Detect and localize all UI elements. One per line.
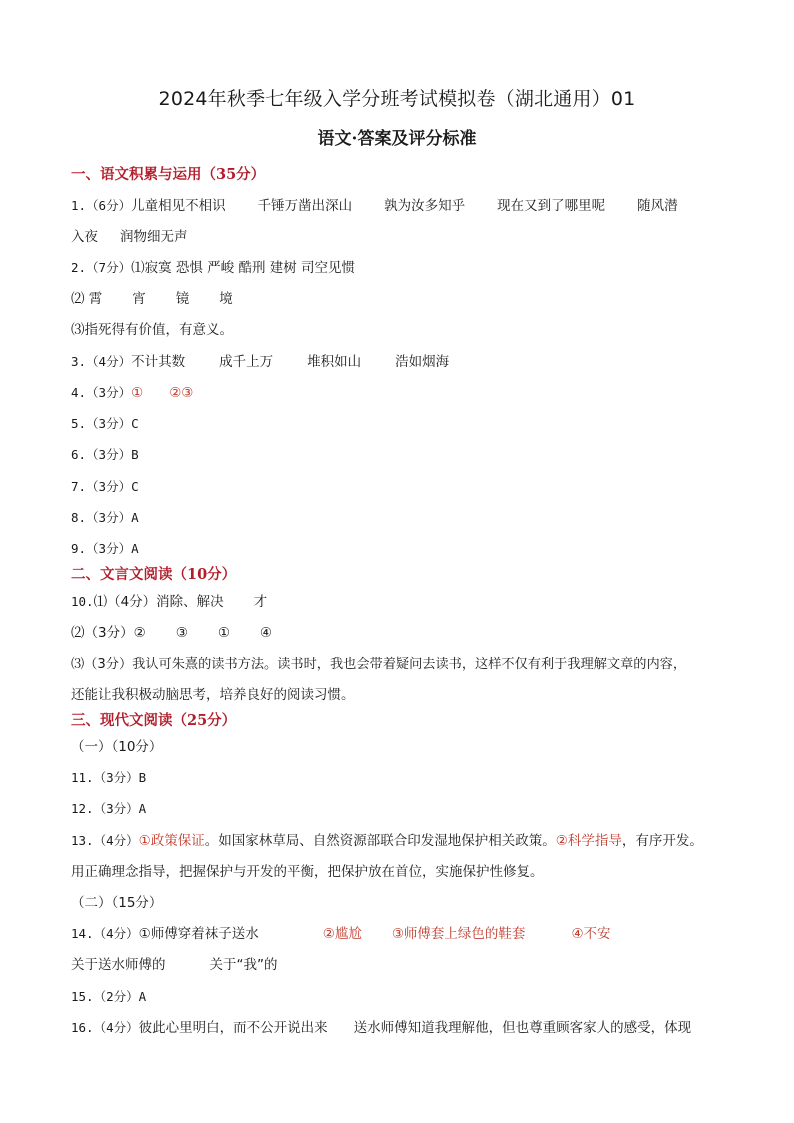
answer-text: 境 <box>219 291 233 307</box>
answer-text: 宵 <box>132 291 146 307</box>
answer-text: 。如国家林草局、自然资源部联合印发湿地保护相关政策。 <box>204 833 556 849</box>
answer-text: ① <box>217 625 230 641</box>
answer-text: ⑶指死得有价值，有意义。 <box>71 322 233 338</box>
part-heading-1 <box>71 735 731 759</box>
answer-text: 孰为汝多知乎 <box>384 198 466 214</box>
answer-q4 <box>71 381 731 405</box>
answer-text: ⑴（4分）消除、解决 <box>93 594 224 610</box>
answer-text: 堆积如山 <box>307 354 362 370</box>
question-number: 14.（4分） <box>71 926 139 941</box>
question-number: 16.（4分） <box>71 1020 139 1035</box>
answer-q7 <box>71 475 731 499</box>
answer-text: ⑴寂寞 恐惧 严峻 酷刑 建树 司空见惯 <box>131 260 356 276</box>
answer-text: A <box>131 510 139 525</box>
answer-text: C <box>131 479 139 494</box>
answer-q12 <box>71 797 731 821</box>
answer-text: 现在又到了哪里呢 <box>497 198 606 214</box>
answer-text: 浩如烟海 <box>395 354 450 370</box>
answer-q15 <box>71 985 731 1009</box>
answer-text: B <box>138 770 147 785</box>
answer-text: ③ <box>175 625 188 641</box>
answer-text: ②③ <box>169 385 194 401</box>
answer-text: 成千上万 <box>219 354 274 370</box>
answer-keyword: ①政策保证 <box>138 833 205 849</box>
answer-text: 入夜 <box>71 229 98 245</box>
question-number: 9.（3分） <box>71 541 132 556</box>
question-number: 10. <box>71 594 94 609</box>
answer-q14-line2 <box>71 953 731 977</box>
answer-text: 润物细无声 <box>120 229 188 245</box>
answer-text: 送水师傅知道我理解他，但也尊重顾客家人的感受，体现 <box>353 1020 692 1036</box>
part-label: （一）（10分） <box>71 739 163 755</box>
answer-q2-line2 <box>71 287 731 311</box>
answer-q9 <box>71 537 731 561</box>
answer-text: 用正确理念指导，把握保护与开发的平衡，把保护放在首位，实施保护性修复。 <box>71 864 544 880</box>
answer-q10-line2 <box>71 621 731 645</box>
section-heading-2: 二、文言文阅读（10分） <box>71 566 237 583</box>
answer-text: 镜 <box>175 291 190 307</box>
question-number: 13.（4分） <box>71 833 139 848</box>
answer-text: B <box>131 447 139 462</box>
answer-q13-line2 <box>71 860 731 884</box>
answer-text: ③师傅套上绿色的鞋套 <box>391 926 526 942</box>
answer-text: 才 <box>253 594 268 610</box>
answer-text: 千锤万凿出深山 <box>257 198 353 214</box>
answer-text: A <box>138 989 147 1004</box>
question-number: 15.（2分） <box>71 989 139 1004</box>
answer-text: 还能让我积极动脑思考，培养良好的阅读习惯。 <box>71 687 355 703</box>
section-heading-1: 一、语文积累与运用（35分） <box>71 166 266 183</box>
answer-q2-line1 <box>71 256 731 280</box>
answer-text: 随风潜 <box>637 198 678 214</box>
answer-text: 关于“我”的 <box>209 957 278 973</box>
answer-keyword: ②科学指导 <box>555 833 622 849</box>
question-number: 4.（3分） <box>71 385 132 400</box>
answer-text: ① <box>131 385 144 401</box>
answer-q6 <box>71 443 731 467</box>
answer-text: A <box>131 541 139 556</box>
answer-text: ②尴尬 <box>322 926 362 942</box>
question-number: 2.（7分） <box>71 260 132 275</box>
answer-text: 儿童相见不相识 <box>131 198 226 214</box>
answer-q3 <box>71 350 731 374</box>
answer-text: ④不安 <box>571 926 611 942</box>
answer-text: ，有序开发。 <box>621 833 703 849</box>
answer-q11 <box>71 766 731 790</box>
question-number: 1.（6分） <box>71 198 132 213</box>
question-number: 11.（3分） <box>71 770 139 785</box>
answer-q10-line3 <box>71 652 731 676</box>
answer-text: ⑵（3分）② <box>71 625 146 641</box>
section-heading-3: 三、现代文阅读（25分） <box>71 712 237 729</box>
question-number: 12.（3分） <box>71 801 139 816</box>
answer-q1-line2 <box>71 225 731 249</box>
answer-q10-line1 <box>71 590 731 614</box>
answer-q10-line4 <box>71 683 731 707</box>
answer-q2-line3 <box>71 318 731 342</box>
answer-text: 关于送水师傅的 <box>71 957 166 973</box>
answer-q8 <box>71 506 731 530</box>
answer-text: ⑶（3分）我认可朱熹的读书方法。读书时，我也会带着疑问去读书，这样不仅有利于我理解文章的内容， <box>71 657 687 672</box>
answer-text: A <box>138 801 147 816</box>
answer-q1-line1 <box>71 194 731 218</box>
question-number: 6.（3分） <box>71 447 132 462</box>
answer-text: 彼此心里明白，而不公开说出来 <box>138 1020 328 1036</box>
answer-q13-line1 <box>71 829 731 853</box>
part-heading-2 <box>71 891 731 915</box>
question-number: 5.（3分） <box>71 416 132 431</box>
part-label: （二）（15分） <box>71 895 163 911</box>
answer-q14-line1 <box>71 922 731 946</box>
answer-text: ④ <box>259 625 273 641</box>
question-number: 7.（3分） <box>71 479 132 494</box>
answer-text: ①师傅穿着袜子送水 <box>138 926 259 942</box>
answer-text: 不计其数 <box>131 354 186 370</box>
question-number: 3.（4分） <box>71 354 132 369</box>
page-title: 2024年秋季七年级入学分班考试模拟卷（湖北通用）01 <box>158 88 636 110</box>
answer-text: C <box>131 416 139 431</box>
answer-q16 <box>71 1016 731 1040</box>
answer-text: ⑵ 霄 <box>71 291 103 307</box>
question-number: 8.（3分） <box>71 510 132 525</box>
page-subtitle: 语文·答案及评分标准 <box>317 129 477 149</box>
answer-q5 <box>71 412 731 436</box>
